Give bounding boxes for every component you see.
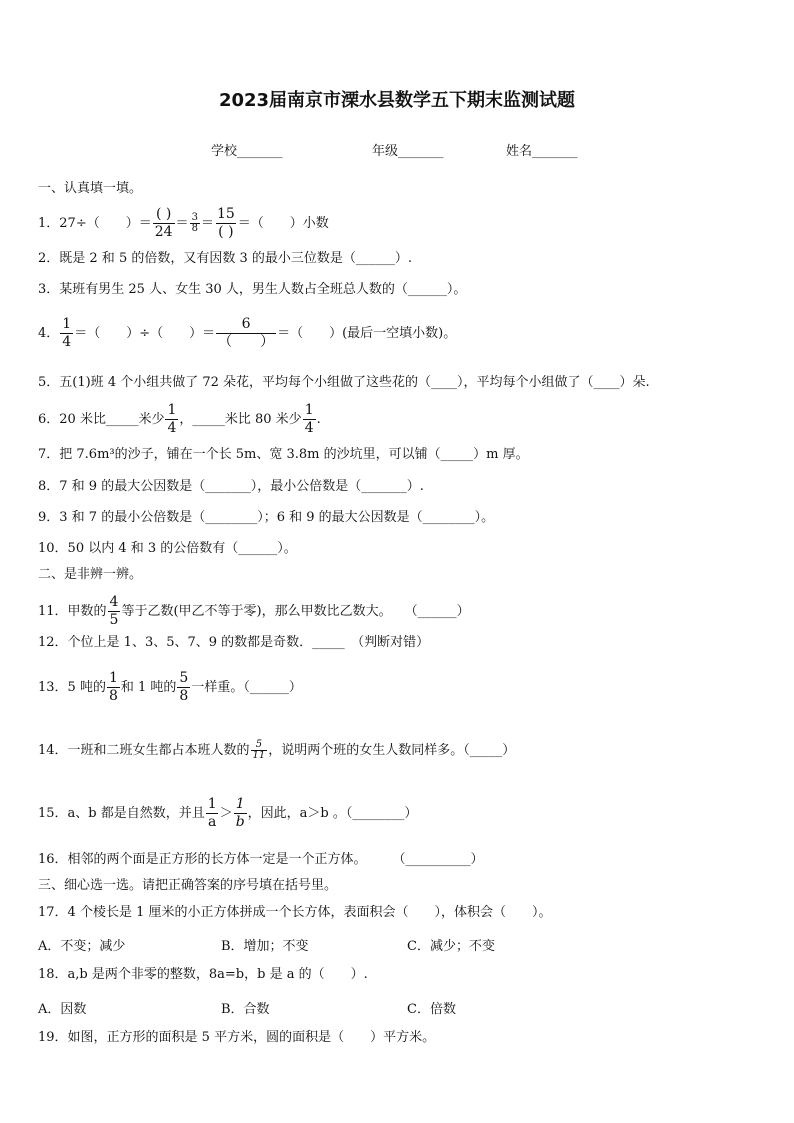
school-field: 学校_______ bbox=[211, 144, 283, 159]
section-heading-1: 一、认真填一填。 bbox=[38, 181, 143, 196]
question-4 bbox=[38, 316, 456, 351]
q13-post: 一样重。（______） bbox=[191, 680, 302, 695]
section-heading-2: 二、是非辨一辨。 bbox=[38, 567, 143, 582]
question-19: 19．如图，正方形的面积是 5 平方米，圆的面积是（ ）平方米。 bbox=[38, 1030, 436, 1045]
q1-equals-2: ＝ bbox=[200, 216, 214, 231]
q11-post: 等于乙数(甲乙不等于零)，那么甲数比乙数大。 （______） bbox=[121, 604, 470, 619]
q13-fraction-1: $\frac{1}{8}$ bbox=[108, 670, 118, 704]
question-16: 16．相邻的两个面是正方形的长方体一定是一个正方体。 （__________） bbox=[38, 852, 484, 867]
q15-fraction-2: $\frac{1}{b}$ bbox=[235, 796, 245, 830]
q15-post: ，因此，a＞b 。（________） bbox=[247, 806, 418, 821]
q4-fraction-2: $\frac{6}{( )}$ bbox=[218, 316, 275, 350]
q11-fraction: $\frac{4}{5}$ bbox=[109, 594, 119, 628]
q15-mid: ＞ bbox=[219, 806, 233, 821]
q1-post: ＝（ ）小数 bbox=[237, 216, 329, 231]
question-17: 17．4 个棱长是 1 厘米的小正方体拼成一个长方体，表面积会（ ），体积会（ ）。 bbox=[38, 905, 552, 920]
q4-mid: ＝（ ）÷（ ）＝ bbox=[74, 326, 216, 341]
grade-field: 年级_______ bbox=[372, 144, 444, 159]
question-7: 7．把 7.6m³的沙子，铺在一个长 5m、宽 3.8m 的沙坑里，可以铺（_____）m 厚。 bbox=[38, 447, 529, 462]
q4-post: ＝（ ）(最后一空填小数)。 bbox=[277, 326, 457, 341]
page-title: 2023届南京市溧水县数学五下期末监测试题 bbox=[218, 90, 576, 111]
q13-fraction-2: $\frac{5}{8}$ bbox=[179, 670, 189, 704]
q17-option-b[interactable]: B．增加；不变 bbox=[221, 939, 309, 954]
question-15 bbox=[38, 796, 417, 831]
q6-mid: ，_____米比 80 米少 bbox=[179, 412, 302, 427]
q6-fraction-2: $\frac{1}{4}$ bbox=[304, 402, 314, 436]
q4-fraction-1: $\frac{1}{4}$ bbox=[62, 316, 72, 350]
question-13 bbox=[38, 670, 302, 705]
section-heading-3: 三、细心选一选。请把正确答案的序号填在括号里。 bbox=[38, 878, 338, 893]
q11-pre: 11．甲数的 bbox=[38, 604, 107, 619]
q1-fraction-1: $\frac{( )}{24}$ bbox=[154, 206, 173, 240]
q17-option-a[interactable]: A．不变；减少 bbox=[38, 939, 126, 954]
question-10: 10．50 以内 4 和 3 的公倍数有（______）。 bbox=[38, 541, 297, 556]
q18-option-a[interactable]: A．因数 bbox=[38, 1002, 87, 1017]
name-field: 姓名_______ bbox=[506, 144, 578, 159]
q18-option-b[interactable]: B．合数 bbox=[221, 1002, 270, 1017]
question-6 bbox=[38, 402, 321, 437]
question-9: 9．3 和 7 的最小公倍数是（________）；6 和 9 的最大公因数是（________）。 bbox=[38, 510, 495, 525]
q18-option-c[interactable]: C．倍数 bbox=[407, 1002, 456, 1017]
question-18: 18．a,b 是两个非零的整数，8a=b，b 是 a 的（ ）. bbox=[38, 967, 368, 982]
q6-fraction-1: $\frac{1}{4}$ bbox=[167, 402, 177, 436]
q14-post: ，说明两个班的女生人数同样多。（_____） bbox=[268, 743, 516, 758]
question-8: 8．7 和 9 的最大公因数是（_______），最小公倍数是（_______）. bbox=[38, 479, 424, 494]
question-14 bbox=[38, 740, 515, 761]
q1-fraction-2: $\frac{3}{8}$ bbox=[191, 212, 198, 234]
q15-pre: 15．a、b 都是自然数，并且 bbox=[38, 806, 205, 821]
q6-post: . bbox=[316, 412, 321, 427]
q15-fraction-1: $\frac{1}{a}$ bbox=[207, 796, 217, 830]
question-2: 2．既是 2 和 5 的倍数，又有因数 3 的最小三位数是（______）. bbox=[38, 251, 413, 266]
q1-pre: 1．27÷（ ）＝ bbox=[38, 216, 152, 231]
q17-option-c[interactable]: C．减少；不变 bbox=[407, 939, 495, 954]
q13-pre: 13．5 吨的 bbox=[38, 680, 106, 695]
q6-pre: 6．20 米比_____米少 bbox=[38, 412, 165, 427]
question-12: 12．个位上是 1、3、5、7、9 的数都是奇数．_____ （判断对错） bbox=[38, 635, 430, 650]
q4-pre: 4． bbox=[38, 326, 60, 341]
question-5: 5．五(1)班 4 个小组共做了 72 朵花，平均每个小组做了这些花的（____），平均每个小组做了（____）朵. bbox=[38, 375, 650, 390]
q1-equals-1: ＝ bbox=[175, 216, 189, 231]
q1-fraction-3: $\frac{15}{( )}$ bbox=[216, 206, 235, 240]
q14-pre: 14．一班和二班女生都占本班人数的 bbox=[38, 743, 250, 758]
q13-mid: 和 1 吨的 bbox=[120, 680, 177, 695]
q14-fraction: $\frac{5}{11}$ bbox=[252, 739, 266, 761]
question-3: 3．某班有男生 25 人、女生 30 人，男生人数占全班总人数的（______）。 bbox=[38, 282, 467, 297]
question-1 bbox=[38, 206, 329, 241]
question-11 bbox=[38, 594, 470, 629]
